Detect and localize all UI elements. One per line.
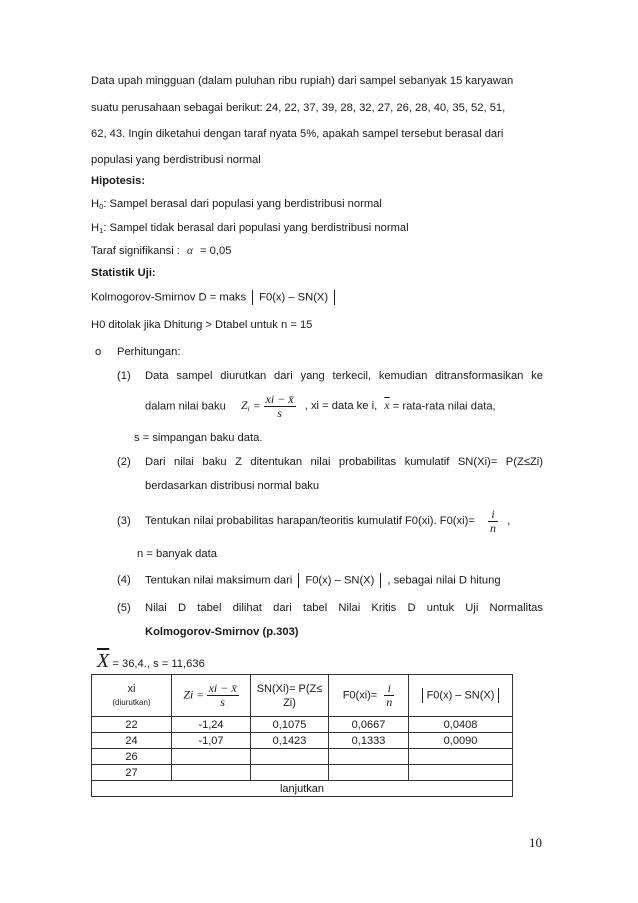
header-z: Zi = $\frac{xi - x̄}{s}$ bbox=[172, 675, 251, 717]
table-row: 22 -1,24 0,1075 0,0667 0,0408 bbox=[92, 717, 513, 733]
intro-line-2: suatu perusahaan sebagai berikut: 24, 22, 37, 39, 28, 32, 27, 26, 28, 40, 35, 52, 51, bbox=[91, 102, 506, 114]
statistik-heading: Statistik Uji: bbox=[91, 267, 156, 279]
step3-line2: n = banyak data bbox=[137, 548, 217, 560]
intro-line-4: populasi yang berdistribusi normal bbox=[91, 154, 261, 166]
table-header-row bbox=[92, 675, 513, 717]
step2-line2: berdasarkan distribusi normal baku bbox=[145, 480, 320, 492]
intro-line-1: Data upah mingguan (dalam puluhan ribu rupiah) dari sampel sebanyak 15 karyawan bbox=[91, 75, 514, 87]
step3-line1: Tentukan nilai probabilitas harapan/teoritis kumulatif F0(xi). F0(xi)= $\frac{i}{n}$ , bbox=[145, 506, 511, 535]
step1-line1: Data sampel diurutkan dari yang terkecil, kemudian ditransformasikan ke bbox=[145, 370, 543, 382]
step5-line1: Nilai D tabel dilihat dari tabel Nilai Kritis D untuk Uji Normalitas bbox=[145, 602, 543, 614]
step1-line2: dalam nilai baku $Z_i$ = $\frac{xi - x̄}{s}$ , xi = data ke i, $\overline{x}$ = rata-rata nilai data, bbox=[145, 392, 496, 420]
step5-line2: Kolmogorov-Smirnov (p.303) bbox=[145, 626, 299, 638]
table-footer-row bbox=[92, 781, 513, 797]
ks-line: Kolmogorov-Smirnov D = maks F0(x) – SN(X) bbox=[91, 290, 341, 305]
stats-line: $\overline{X} = 36,4$., s = 11,636 bbox=[97, 650, 205, 672]
step4-number: (4) bbox=[117, 574, 131, 586]
perhitungan-bullet: o bbox=[95, 346, 102, 358]
header-f0: F0(xi)= $\frac{i}{n}$ bbox=[329, 675, 409, 717]
h0-line: $H_0$: Sampel berasal dari populasi yang berdistribusi normal bbox=[91, 198, 382, 211]
table-row: 26 bbox=[92, 749, 513, 765]
header-diff: F0(x) – SN(X) bbox=[409, 675, 513, 717]
step5-number: (5) bbox=[117, 602, 131, 614]
header-sn: SN(Xi)= P(Z≤ Zi) bbox=[251, 675, 329, 717]
i-over-n-formula: $\frac{i}{n}$ bbox=[489, 506, 496, 535]
ks-table bbox=[91, 674, 513, 797]
table-footer: lanjutkan bbox=[92, 781, 513, 797]
header-xi: xi (diurutkan) bbox=[92, 675, 172, 717]
hipotesis-heading: Hipotesis: bbox=[91, 175, 146, 187]
taraf-line: Taraf signifikansi : α = 0,05 bbox=[91, 245, 232, 257]
table-row: 27 bbox=[92, 765, 513, 781]
z-formula: $\frac{xi - x̄}{s}$ bbox=[265, 392, 294, 420]
step4-line: Tentukan nilai maksimum dari F0(x) – SN(X) , sebagai nilai D hitung bbox=[145, 574, 501, 587]
page-number: 10 bbox=[529, 835, 542, 850]
z-symbol: $Z_i$ bbox=[240, 398, 250, 414]
step3-number: (3) bbox=[117, 515, 131, 527]
intro-line-3: 62, 43. Ingin diketahui dengan taraf nyata 5%, apakah sampel tersebut berasal dari bbox=[91, 128, 504, 140]
h0-reject-rule: H0 ditolak jika Dhitung > Dtabel untuk n = 15 bbox=[91, 319, 313, 331]
step2-number: (2) bbox=[117, 456, 131, 468]
step1-line3: s = simpangan baku data. bbox=[134, 432, 263, 444]
step2-line1: Dari nilai baku Z ditentukan nilai probabilitas kumulatif SN(Xi)= P(Z≤Zi) bbox=[145, 456, 543, 468]
xbar-symbol: $\overline{X}$ bbox=[97, 650, 110, 672]
step1-number: (1) bbox=[117, 370, 131, 382]
table-row: 24 -1,07 0,1423 0,1333 0,0090 bbox=[92, 733, 513, 749]
h1-line: $H_1$: Sampel tidak berasal dari populasi yang berdistribusi normal bbox=[91, 222, 409, 235]
perhitungan-label: Perhitungan: bbox=[117, 346, 181, 358]
